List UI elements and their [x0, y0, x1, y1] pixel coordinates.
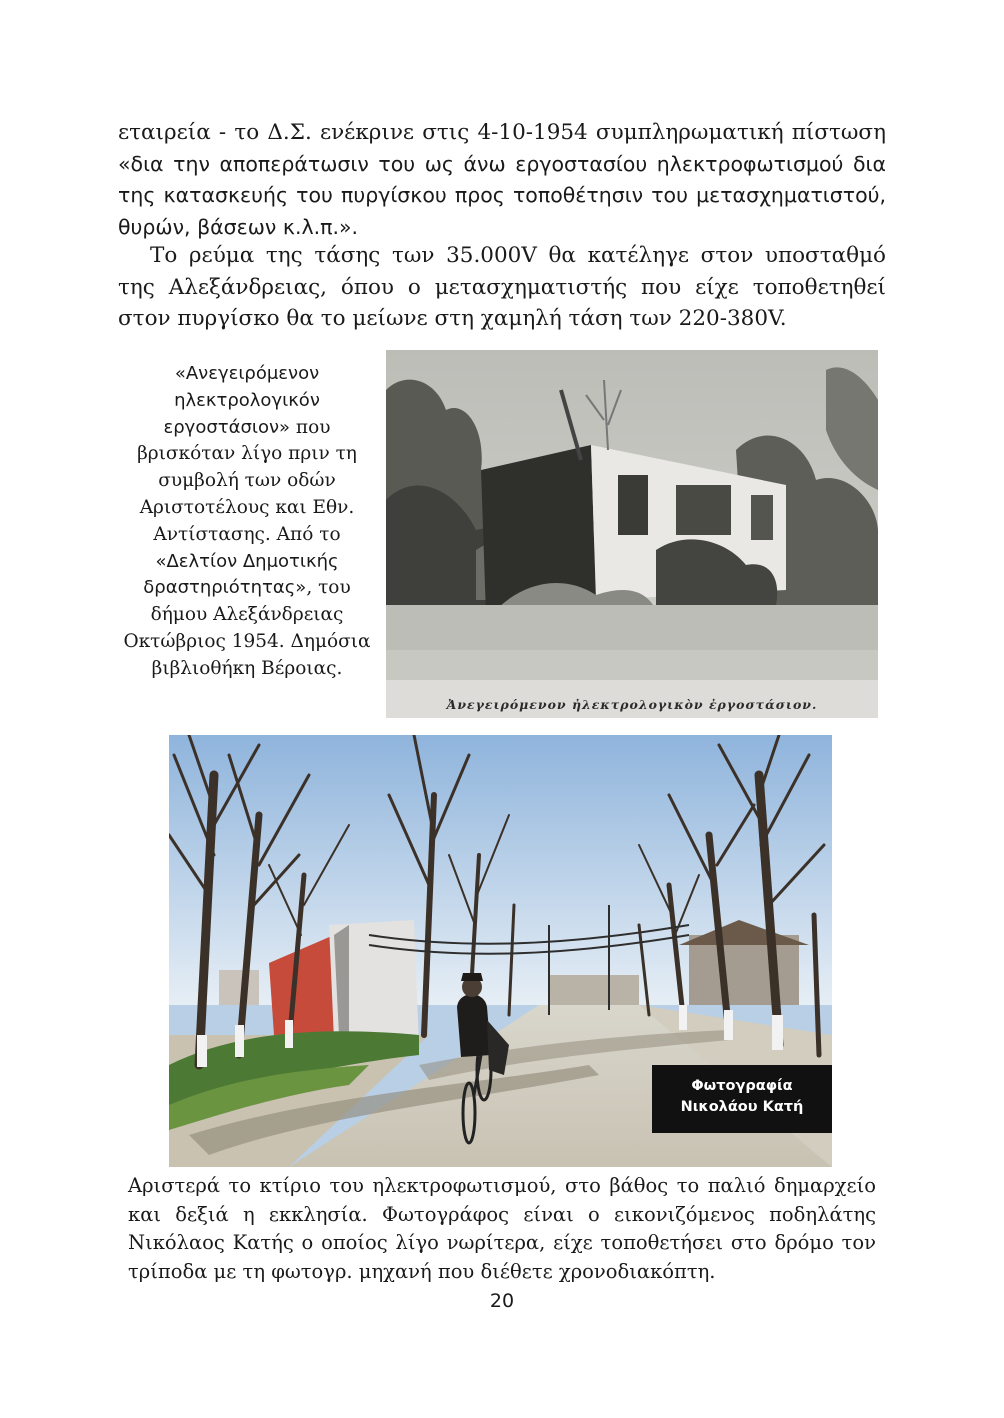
- credit-line-2: Νικολάου Κατή: [680, 1099, 804, 1115]
- page-number: 20: [489, 1290, 515, 1312]
- paragraph-2: Το ρεύμα της τάσης των 35.000V θα κατέληγε στον υποσταθμό της Αλεξάνδρειας, όπου ο μετασχηματιστής που είχε τοποθετηθεί στον πυργίσκο θα το μείωνε στη χαμηλή τάση των 220-380V.: [118, 243, 886, 331]
- photo-2-caption: Αριστερά το κτίριο του ηλεκτροφωτισμού, στο βάθος το παλιό δημαρχείο και δεξιά η εκκλησία. Φωτογράφος είναι ο εικονιζόμενος ποδηλάτης Νικόλαος Κατής ο οποίος λίγο νωρίτερα, είχε τοποθετήσει στο δρόμο τον τρίποδα με τη φωτογρ. μηχανή που διέθετε χρονοδιακόπτη.: [128, 1174, 876, 1283]
- photo-1-illustration: [386, 350, 878, 718]
- photo-1-side-caption: [118, 361, 376, 683]
- caption-text-2: , του δήμου Αλεξάνδρειας Οκτώβριος 1954. Δημόσια βιβλιοθήκη Βέροιας.: [123, 577, 371, 679]
- credit-line-1: Φωτογραφία: [691, 1078, 793, 1094]
- paragraph-1-text: εταιρεία - το Δ.Σ. ενέκρινε στις 4-10-1954 συμπληρωματική πίστωση: [118, 120, 886, 145]
- paragraph-1-quote: «δια την αποπεράτωσιν του ως άνω εργοστασίου ηλεκτροφωτισμού δια της κατασκευής του πυργίσκου προς τοποθέτησιν του μετασχηματιστού, θυρών, βάσεων κ.λ.π.».: [118, 151, 886, 239]
- photo-building-under-construction: [386, 350, 878, 718]
- paragraph-1: [118, 117, 886, 243]
- photo-1-printed-caption: Ἀνεγειρόμενον ἠλεκτρολογικὸν ἐργοστάσιον.: [446, 697, 818, 712]
- caption-text-1: που βρισκόταν λίγο πριν τη συμβολή των οδών Αριστοτέλους και Εθν. Αντίστασης. Από το: [137, 416, 357, 545]
- photo-street-cyclist: [169, 735, 832, 1167]
- caption-quote-1: «Ανεγειρόμενον ηλεκτρολογικόν εργοστάσιον»: [163, 363, 320, 438]
- caption-quote-2: «Δελτίον Δημοτικής δραστηριότητας»: [143, 550, 339, 599]
- photo-2-credit: [652, 1065, 832, 1133]
